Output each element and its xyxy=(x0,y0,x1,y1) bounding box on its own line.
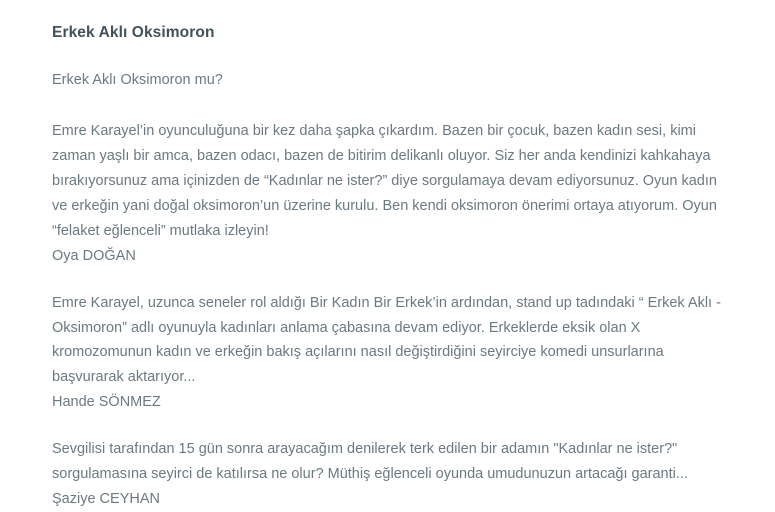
page-title: Erkek Aklı Oksimoron xyxy=(52,24,215,41)
review-author: Hande SÖNMEZ xyxy=(52,394,161,411)
review-block xyxy=(52,437,727,512)
review-author: Oya DOĞAN xyxy=(52,247,136,264)
review-paragraph xyxy=(52,119,727,269)
review-author: Şaziye CEYHAN xyxy=(52,491,160,508)
review-paragraph xyxy=(52,291,727,416)
review-paragraph xyxy=(52,437,727,512)
review-text: Sevgilisi tarafından 15 gün sonra arayacağım denilerek terk edilen bir adamın "Kadınlar ne ister?" sorgulamasına seyirci de katılırsa ne olur? Müthiş eğlenceli oyunda umudunuzun artacağı garanti... xyxy=(52,441,688,483)
review-text: Emre Karayel, uzunca seneler rol aldığı Bir Kadın Bir Erkek’in ardından, stand up tadındaki “ Erkek Aklı - Oksimoron” adlı oyunuyla kadınları anlama çabasına devam ediyor. Erkeklerde eksik olan X kromozomunun kadın ve erkeğin bakış açılarını nasıl değiştirdiğini seyirciye komedi unsurlarına başvurarak aktarıyor... xyxy=(52,294,721,386)
review-block xyxy=(52,119,727,269)
review-text: Emre Karayel’in oyunculuğuna bir kez daha şapka çıkardım. Bazen bir çocuk, bazen kadın sesi, kimi zaman yaşlı bir amca, bazen odacı, bazen de bitirim delikanlı oluyor. Siz her anda kendinizi kahkahaya bırakıyorsunuz ama içinizden de “Kadınlar ne ister?” diye sorgulamaya devam ediyorsunuz. Oyun kadın ve erkeğin yani doğal oksimoron’un üzerine kurulu. Ben kendi oksimoron önerimi ortaya atıyorum. Oyun “felaket eğlenceli” mutlaka izleyin! xyxy=(52,122,717,239)
review-block xyxy=(52,291,727,416)
lead-paragraph: Erkek Aklı Oksimoron mu? xyxy=(52,72,223,88)
